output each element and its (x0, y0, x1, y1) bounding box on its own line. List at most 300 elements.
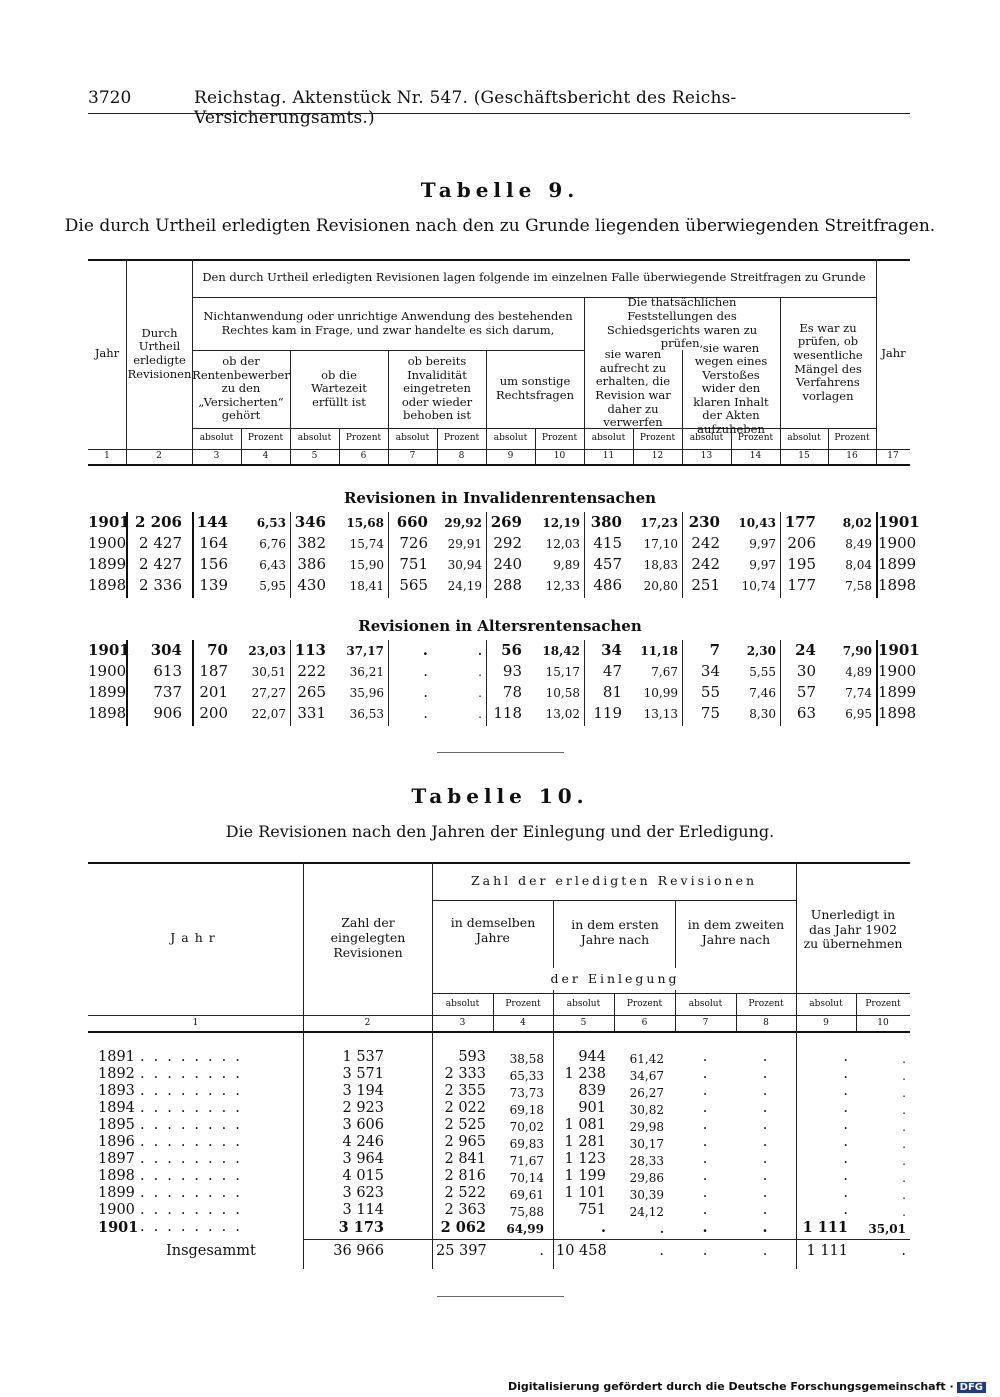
table9-subtitle: Die durch Urtheil erledigten Revisionen nach den zu Grunde liegenden überwiegenden Streitfragen. (64, 216, 936, 236)
cell-c11: 380 (590, 513, 622, 531)
cell-c10: . (902, 1205, 906, 1219)
table10-subtitle: Die Revisionen nach den Jahren der Einlegung und der Erledigung. (225, 822, 775, 841)
cell-c6: 15,74 (349, 537, 384, 551)
cell-c4: 70,02 (509, 1120, 544, 1134)
cell-c4: 69,18 (509, 1103, 544, 1117)
cell-c9: 240 (493, 555, 522, 573)
cell-c5: 1 123 (564, 1151, 606, 1167)
cell-c4: 75,88 (509, 1205, 544, 1219)
cell-c6: 35,96 (349, 686, 384, 700)
t9-head-jahr-right: Jahr (881, 346, 906, 361)
cell-c8: . (762, 1134, 768, 1150)
t9-prozent: Prozent (541, 433, 578, 444)
cell-c9: . (843, 1083, 848, 1099)
cell-c10: . (902, 1188, 906, 1202)
cell-c6: 37,17 (346, 644, 384, 658)
cell-c6: 18,41 (349, 579, 384, 593)
cell-c2: 3 606 (342, 1117, 384, 1133)
total-c6: . (659, 1243, 664, 1259)
page-number: 3720 (88, 88, 132, 108)
t10-colnum: 6 (641, 1017, 648, 1028)
cell-jahr2: 1901 (878, 641, 920, 659)
cell-c13: 7 (709, 641, 720, 659)
cell-c15: 24 (795, 641, 816, 659)
cell-c9: 1 111 (802, 1219, 848, 1236)
t10-prozent: Prozent (626, 998, 663, 1009)
cell-c10: 13,02 (545, 707, 580, 721)
leader-dots: ........ (140, 1049, 249, 1065)
cell-c10: 9,89 (553, 558, 580, 572)
cell-c15: 177 (787, 576, 816, 594)
cell-c7: . (702, 1100, 708, 1116)
cell-c6: 15,90 (349, 558, 384, 572)
t10-colnum: 1 (192, 1017, 199, 1028)
cell-jahr: 1901 (98, 1219, 139, 1236)
cell-c7: 565 (399, 576, 428, 594)
total-c3: 25 397 (436, 1243, 487, 1259)
t9-colnum: 14 (749, 451, 762, 462)
cell-c11: 47 (602, 662, 622, 680)
cell-c4: 69,83 (509, 1137, 544, 1151)
cell-c4: 6,43 (259, 558, 286, 572)
cell-total: 2 206 (135, 513, 182, 531)
cell-c3: 2 333 (444, 1066, 486, 1082)
cell-c3: 593 (458, 1049, 486, 1065)
cell-jahr2: 1899 (878, 683, 917, 701)
t9-prozent: Prozent (443, 433, 480, 444)
cell-c2: 3 964 (342, 1151, 384, 1167)
cell-c13: 242 (691, 555, 720, 573)
cell-c7: . (423, 683, 428, 701)
t9-head-wartezeit: ob die Wartezeit erfüllt ist (311, 367, 367, 409)
cell-jahr2: 1900 (878, 534, 917, 552)
cell-c16: 7,74 (845, 686, 872, 700)
cell-c9: . (843, 1134, 848, 1150)
cell-total: 613 (153, 662, 182, 680)
cell-c3: 200 (199, 704, 228, 722)
cell-c6: 29,86 (629, 1171, 664, 1185)
leader-dots: ........ (140, 1066, 249, 1082)
cell-c11: 457 (593, 555, 622, 573)
cell-c4: 22,07 (251, 707, 286, 721)
table-row (0, 555, 1000, 576)
cell-c8: 30,94 (447, 558, 482, 572)
table-row (0, 704, 1000, 725)
leader-dots: ........ (140, 1151, 249, 1167)
cell-c5: . (600, 1219, 606, 1236)
table-row (0, 1117, 1000, 1134)
cell-c7: . (423, 704, 428, 722)
cell-c7: . (702, 1151, 708, 1167)
table-row (0, 1049, 1000, 1066)
table-row (0, 1185, 1000, 1202)
cell-jahr2: 1898 (878, 576, 917, 594)
t9-colnum: 11 (602, 451, 615, 462)
cell-c5: 1 081 (564, 1117, 606, 1133)
cell-c6: 30,39 (629, 1188, 664, 1202)
table-row (0, 513, 1000, 534)
cell-jahr: 1898 (98, 1168, 135, 1184)
t9-head-verstoss: sie waren wegen eines Verstoßes wider den klaren Inhalt der Akten aufzuheben (693, 340, 769, 436)
cell-c9: . (843, 1049, 848, 1065)
cell-jahr: 1899 (88, 555, 127, 573)
cell-c4: 70,14 (509, 1171, 544, 1185)
cell-c7: . (422, 641, 428, 659)
cell-c6: 26,27 (629, 1086, 664, 1100)
cell-c6: 36,53 (349, 707, 384, 721)
cell-c10: 10,58 (545, 686, 580, 700)
cell-jahr: 1896 (98, 1134, 135, 1150)
cell-c8: 29,92 (444, 516, 482, 530)
cell-c3: 2 525 (444, 1117, 486, 1133)
cell-c10: . (902, 1086, 906, 1100)
cell-c6: 28,33 (629, 1154, 664, 1168)
t9-prozent: Prozent (737, 433, 774, 444)
t9-head-group-nicht: Nichtanwendung oder unrichtige Anwendung des bestehenden Rechtes kam in Frage, und zwar handelte es sich darum, (203, 308, 573, 337)
t10-colnum: 3 (459, 1017, 466, 1028)
cell-jahr: 1898 (88, 576, 127, 594)
cell-jahr2: 1901 (878, 513, 920, 531)
cell-c10: 18,42 (542, 644, 580, 658)
t10-colnum: 10 (877, 1017, 889, 1028)
cell-total: 737 (153, 683, 182, 701)
cell-c8: 29,91 (447, 537, 482, 551)
cell-c14: 10,43 (738, 516, 776, 530)
cell-c4: 69,61 (509, 1188, 544, 1202)
cell-c10: 35,01 (868, 1222, 906, 1236)
cell-c2: 3 173 (338, 1219, 384, 1236)
cell-c14: 9,97 (749, 537, 776, 551)
cell-c8: . (762, 1083, 768, 1099)
t9-head-rentenbewerber: ob der Rentenbewerber zu den „Versicherten“ gehört (192, 354, 290, 423)
t9-colnum: 13 (700, 451, 713, 462)
cell-c8: . (478, 665, 482, 679)
cell-c5: 1 238 (564, 1066, 606, 1082)
t9-head-durch-urtheil: Durch Urtheil erledigte Revisionen (127, 325, 192, 381)
cell-c8: . (762, 1117, 768, 1133)
cell-total: 304 (150, 641, 182, 659)
cell-c2: 4 246 (342, 1134, 384, 1150)
cell-c9: 292 (493, 534, 522, 552)
cell-c6: 30,82 (629, 1103, 664, 1117)
cell-c9: 269 (490, 513, 522, 531)
cell-c2: 3 623 (342, 1185, 384, 1201)
t9-colnum: 12 (651, 451, 664, 462)
cell-c16: 8,49 (845, 537, 872, 551)
cell-c8: . (478, 707, 482, 721)
cell-c10: . (902, 1120, 906, 1134)
t10-absolut: absolut (445, 998, 480, 1009)
footer (508, 1380, 986, 1393)
cell-c10: . (902, 1154, 906, 1168)
t10-head-jahr: Jahr (170, 930, 221, 946)
cell-c8: . (762, 1151, 768, 1167)
cell-c12: 20,80 (643, 579, 678, 593)
cell-c7: 751 (399, 555, 428, 573)
cell-total: 906 (153, 704, 182, 722)
cell-c7: . (702, 1083, 708, 1099)
t10-colnum: 7 (702, 1017, 709, 1028)
cell-c12: 13,13 (643, 707, 678, 721)
cell-c11: 119 (593, 704, 622, 722)
cell-c9: 118 (493, 704, 522, 722)
t9-absolut: absolut (689, 433, 724, 444)
cell-c9: 93 (502, 662, 522, 680)
t9-head-invaliditaet: ob bereits Invalidität eingetreten oder wieder behoben ist (401, 354, 473, 423)
cell-c7: . (423, 662, 428, 680)
t9-head-aufrecht: sie waren aufrecht zu erhalten, die Revision war daher zu verwerfen (595, 347, 671, 430)
t9-head-maengel: Es war zu prüfen, ob wesentliche Mängel des Verfahrens vorlagen (793, 320, 863, 403)
t9-colnum: 10 (553, 451, 566, 462)
cell-c15: 30 (796, 662, 816, 680)
cell-c8: . (477, 644, 482, 658)
cell-c4: 27,27 (251, 686, 286, 700)
cell-c9: . (843, 1066, 848, 1082)
total-c2: 36 966 (333, 1243, 384, 1259)
cell-c5: 751 (578, 1202, 606, 1218)
total-c10: . (901, 1243, 906, 1259)
footer-text: Digitalisierung gefördert durch die Deutsche Forschungsgemeinschaft · (507, 1380, 954, 1393)
cell-c8: . (762, 1185, 768, 1201)
cell-c11: 34 (601, 641, 622, 659)
cell-jahr: 1891 (98, 1049, 135, 1065)
cell-c11: 81 (602, 683, 622, 701)
cell-c9: . (843, 1151, 848, 1167)
cell-c12: 7,67 (651, 665, 678, 679)
total-c9: 1 111 (806, 1243, 848, 1259)
t10-head-group: Zahl der erledigten Revisionen (470, 872, 758, 888)
cell-jahr: 1901 (88, 513, 130, 531)
cell-c3: 144 (196, 513, 228, 531)
cell-c3: 2 355 (444, 1083, 486, 1099)
cell-c6: 36,21 (349, 665, 384, 679)
cell-c15: 206 (787, 534, 816, 552)
t10-head-same-year: in demselben Jahre (450, 915, 536, 945)
cell-c14: 7,46 (749, 686, 776, 700)
cell-jahr: 1899 (98, 1185, 135, 1201)
cell-c5: 839 (578, 1083, 606, 1099)
cell-c2: 1 537 (342, 1049, 384, 1065)
t9-colnum: 9 (507, 451, 514, 462)
cell-c5: 944 (578, 1049, 606, 1065)
cell-c13: 34 (700, 662, 720, 680)
cell-c10: . (902, 1052, 906, 1066)
cell-jahr: 1899 (88, 683, 127, 701)
cell-c4: 71,67 (509, 1154, 544, 1168)
table-row (0, 1134, 1000, 1151)
cell-c15: 177 (784, 513, 816, 531)
cell-jahr: 1893 (98, 1083, 135, 1099)
cell-jahr2: 1898 (878, 704, 917, 722)
cell-c13: 55 (700, 683, 720, 701)
cell-c3: 2 363 (444, 1202, 486, 1218)
table-row (0, 1066, 1000, 1083)
t10-head-eingelegt: Zahl der eingelegten Revisionen (330, 915, 406, 960)
cell-c6: 24,12 (629, 1205, 664, 1219)
cell-c5: 265 (297, 683, 326, 701)
running-title: Reichstag. Aktenstück Nr. 547. (Geschäftsbericht des Reichs-Versicherungsamts.) (194, 88, 737, 128)
cell-c8: . (762, 1202, 768, 1218)
cell-c14: 5,55 (749, 665, 776, 679)
cell-c10: 12,19 (542, 516, 580, 530)
cell-c5: 222 (297, 662, 326, 680)
t10-absolut: absolut (688, 998, 723, 1009)
cell-c10: . (902, 1069, 906, 1083)
cell-c15: 57 (796, 683, 816, 701)
cell-c4: 65,33 (509, 1069, 544, 1083)
cell-c6: 61,42 (629, 1052, 664, 1066)
cell-c5: 113 (294, 641, 326, 659)
cell-c7: . (702, 1219, 708, 1236)
leader-dots: ........ (140, 1117, 249, 1133)
cell-c8: . (762, 1168, 768, 1184)
cell-c16: 8,02 (842, 516, 872, 530)
cell-c5: 901 (578, 1100, 606, 1116)
cell-c9: 288 (493, 576, 522, 594)
t10-head-unerledigt: Unerledigt in das Jahr 1902 zu übernehmen (803, 906, 903, 952)
total-c4: . (539, 1243, 544, 1259)
cell-c8: 24,19 (447, 579, 482, 593)
t9-prozent: Prozent (345, 433, 382, 444)
cell-c13: 75 (700, 704, 720, 722)
cell-c7: . (702, 1066, 708, 1082)
t9-absolut: absolut (591, 433, 626, 444)
cell-total: 2 427 (139, 534, 182, 552)
separator-rule (437, 1296, 564, 1297)
total-label: Insgesammt (166, 1243, 256, 1259)
separator-rule (437, 752, 564, 753)
cell-c16: 7,58 (845, 579, 872, 593)
cell-jahr: 1894 (98, 1100, 135, 1116)
cell-c3: 2 841 (444, 1151, 486, 1167)
t9-prozent: Prozent (834, 433, 870, 444)
cell-total: 2 427 (139, 555, 182, 573)
t9-colnum: 6 (360, 451, 367, 462)
cell-c9: . (843, 1168, 848, 1184)
table-row (0, 576, 1000, 597)
cell-c8: . (762, 1049, 768, 1065)
cell-c4: 23,03 (248, 644, 286, 658)
cell-c13: 251 (691, 576, 720, 594)
cell-c4: 6,53 (256, 516, 286, 530)
t10-prozent: Prozent (505, 998, 541, 1009)
cell-c3: 139 (199, 576, 228, 594)
cell-c14: 2,30 (746, 644, 776, 658)
header-rule (88, 113, 910, 114)
t9-colnum: 3 (213, 451, 220, 462)
section-alters: Revisionen in Altersrentensachen (358, 617, 642, 635)
table9-title: Tabelle 9. (420, 178, 580, 202)
leader-dots: ........ (140, 1083, 249, 1099)
table-row (0, 1083, 1000, 1100)
total-c8: . (762, 1243, 768, 1259)
table-row (0, 1168, 1000, 1185)
cell-c16: 8,04 (845, 558, 872, 572)
cell-c6: 29,98 (629, 1120, 664, 1134)
cell-c16: 6,95 (845, 707, 872, 721)
cell-jahr: 1901 (88, 641, 130, 659)
cell-c3: 2 816 (444, 1168, 486, 1184)
table-row (0, 641, 1000, 662)
cell-c7: . (702, 1168, 708, 1184)
cell-c7: 660 (396, 513, 428, 531)
table-row (0, 1202, 1000, 1219)
cell-c2: 3 194 (342, 1083, 384, 1099)
cell-jahr2: 1900 (878, 662, 917, 680)
t10-colnum: 4 (520, 1017, 526, 1028)
cell-c5: 382 (297, 534, 326, 552)
cell-jahr: 1895 (98, 1117, 135, 1133)
cell-c7: . (702, 1185, 708, 1201)
cell-c9: . (843, 1202, 848, 1218)
cell-c2: 3 571 (342, 1066, 384, 1082)
cell-c14: 8,30 (749, 707, 776, 721)
cell-c4: 30,51 (251, 665, 286, 679)
cell-c6: 30,17 (629, 1137, 664, 1151)
t10-prozent: Prozent (865, 998, 901, 1009)
t9-colnum: 2 (156, 451, 162, 462)
cell-c7: . (702, 1134, 708, 1150)
table-row (0, 534, 1000, 555)
t9-colnum: 8 (458, 451, 465, 462)
cell-c6: . (659, 1222, 664, 1236)
cell-c5: 386 (297, 555, 326, 573)
cell-jahr: 1900 (88, 662, 127, 680)
cell-c7: 726 (399, 534, 428, 552)
cell-c5: 1 281 (564, 1134, 606, 1150)
cell-c8: . (478, 686, 482, 700)
cell-c9: . (843, 1185, 848, 1201)
t10-colnum: 5 (580, 1017, 587, 1028)
t9-colnum: 7 (409, 451, 416, 462)
t9-absolut: absolut (297, 433, 332, 444)
cell-c14: 10,74 (741, 579, 776, 593)
cell-jahr: 1900 (98, 1202, 135, 1218)
total-row (0, 1243, 1000, 1260)
cell-c9: 78 (502, 683, 522, 701)
leader-dots: ........ (140, 1134, 249, 1150)
t10-colnum: 8 (763, 1017, 769, 1028)
cell-c3: 2 022 (444, 1100, 486, 1116)
t9-colnum: 17 (887, 451, 899, 462)
section-invaliden: Revisionen in Invalidenrentensachen (343, 489, 657, 507)
cell-c12: 17,23 (640, 516, 678, 530)
cell-c10: 12,33 (545, 579, 580, 593)
table-row (0, 1219, 1000, 1236)
cell-jahr: 1900 (88, 534, 127, 552)
table-row (0, 1100, 1000, 1117)
cell-c8: . (762, 1100, 768, 1116)
t10-colnum: 9 (823, 1017, 829, 1028)
cell-c15: 63 (796, 704, 816, 722)
cell-c5: 346 (294, 513, 326, 531)
cell-c3: 2 062 (440, 1219, 486, 1236)
cell-c6: 15,68 (346, 516, 384, 530)
table-row (0, 662, 1000, 683)
cell-c7: . (702, 1202, 708, 1218)
cell-c10: . (902, 1103, 906, 1117)
cell-c6: 34,67 (629, 1069, 664, 1083)
cell-c5: 430 (297, 576, 326, 594)
cell-c10: . (902, 1171, 906, 1185)
cell-c3: 156 (199, 555, 228, 573)
t9-colnum: 1 (104, 451, 110, 462)
t10-absolut: absolut (566, 998, 601, 1009)
cell-c12: 11,18 (640, 644, 678, 658)
total-c5: 10 458 (556, 1243, 607, 1259)
cell-jahr: 1897 (98, 1151, 135, 1167)
cell-c5: 1 199 (564, 1168, 606, 1184)
